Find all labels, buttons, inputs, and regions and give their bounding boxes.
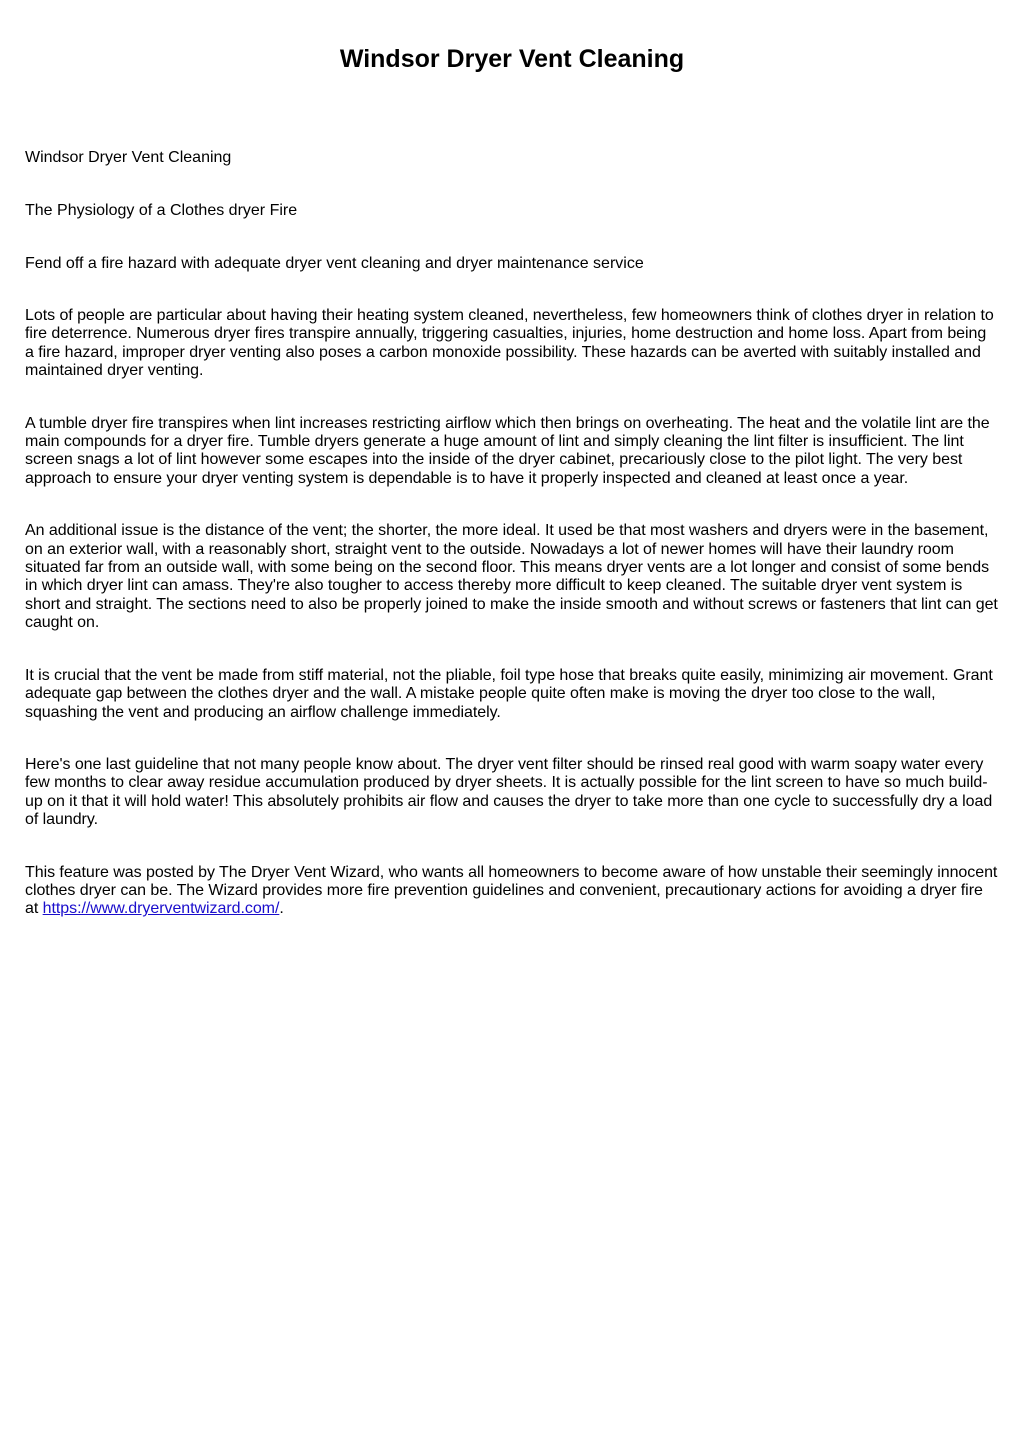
paragraph-3: An additional issue is the distance of the vent; the shorter, the more ideal. It used be that most washers and dryers were in the basement, on an exterior wall, with a reasonably short, straight vent to the outside. Nowadays a lot of newer homes will have their laundry room situated far from an outside wall, with some being on the second floor. This means dryer vents are a lot longer and consist of some bends in which dryer lint can amass. They're also tougher to access thereby more difficult to keep cleaned. The suitable dryer vent system is short and straight. The sections need to also be properly joined to make the inside smooth and without screws or fasteners that lint can get caught on. <box>25 522 998 632</box>
section-heading: The Physiology of a Clothes dryer Fire <box>25 202 298 219</box>
closing-paragraph <box>25 864 999 919</box>
paragraph-5: Here's one last guideline that not many people know about. The dryer vent filter should be rinsed real good with warm soapy water every few months to clear away residue accumulation produced by dryer sheets. It is actually possible for the lint screen to have so much build-up on it that it will hold water! This absolutely prohibits air flow and causes the dryer to take more than one cycle to successfully dry a load of laundry. <box>25 755 993 829</box>
closing-text: This feature was posted by The Dryer Vent Wizard, who wants all homeowners to become aware of how unstable their seemingly innocent clothes dryer can be. The Wizard provides more fire prevention guidelines and convenient, precautionary actions for avoiding a dryer fire at <box>25 863 998 918</box>
document-title: Windsor Dryer Vent Cleaning <box>339 45 685 73</box>
paragraph-2: A tumble dryer fire transpires when lint increases restricting airflow which then brings on overheating. The heat and the volatile lint are the main compounds for a dryer fire. Tumble dryers generate a huge amount of lint and simply cleaning the lint filter is insufficient. The lint screen snags a lot of lint however some escapes into the inside of the dryer cabinet, precariously close to the pilot light. The very best approach to ensure your dryer venting system is dependable is to have it properly inspected and cleaned at least once a year. <box>25 414 990 487</box>
paragraph-1: Lots of people are particular about having their heating system cleaned, nevertheless, few homeowners think of clothes dryer in relation to fire deterrence. Numerous dryer fires transpire annually, triggering casualties, injuries, home destruction and home loss. Apart from being a fire hazard, improper dryer venting also poses a carbon monoxide possibility. These hazards can be averted with suitably installed and maintained dryer venting. <box>25 307 994 380</box>
closing-suffix: . <box>279 900 284 918</box>
paragraph-4: It is crucial that the vent be made from stiff material, not the pliable, foil type hose that breaks quite easily, minimizing air movement. Grant adequate gap between the clothes dryer and the wall. A mistake people quite often make is moving the dryer too close to the wall, squashing the vent and producing an airflow challenge immediately. <box>25 666 993 721</box>
dryer-vent-wizard-link[interactable]: https://www.dryerventwizard.com/ <box>42 900 280 918</box>
tagline: Fend off a fire hazard with adequate dryer vent cleaning and dryer maintenance service <box>25 255 644 272</box>
subtitle-line: Windsor Dryer Vent Cleaning <box>25 149 232 166</box>
